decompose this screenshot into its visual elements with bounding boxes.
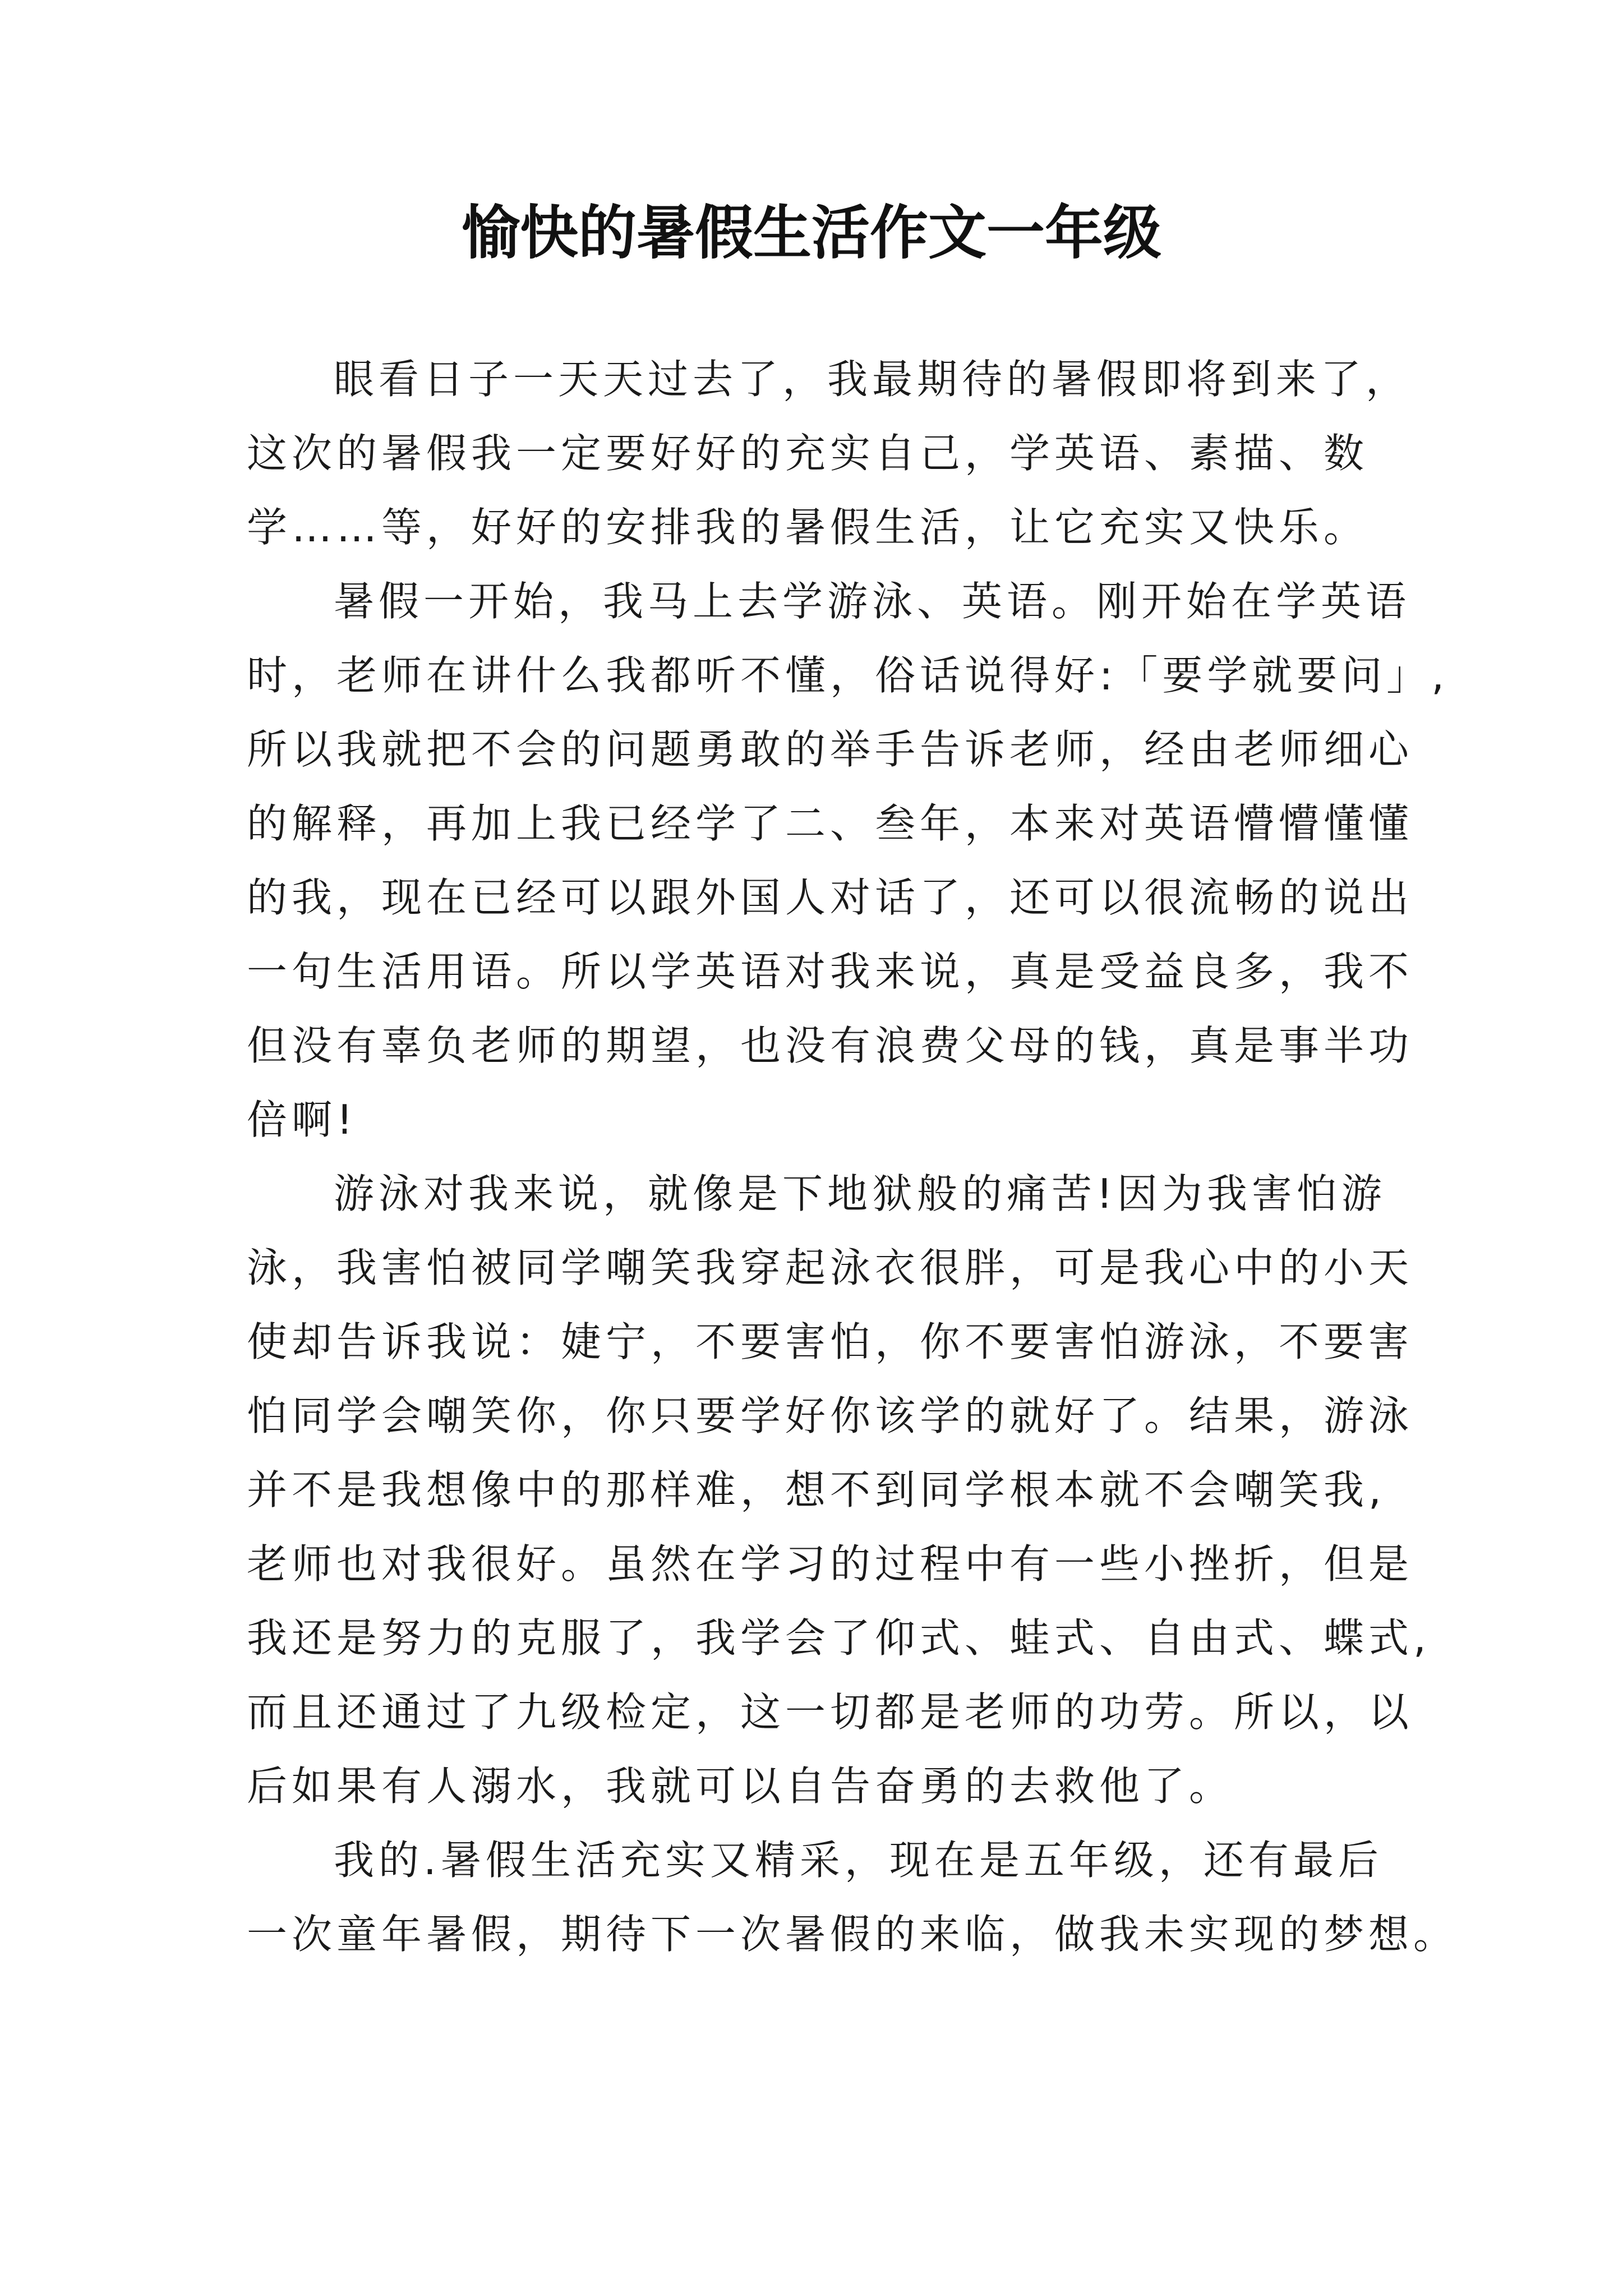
text-line: 时，老师在讲什么我都听不懂，俗话说得好:「要学就要问」,: [247, 652, 1449, 699]
text-line: 所以我就把不会的问题勇敢的举手告诉老师，经由老师细心: [247, 726, 1414, 773]
text-line: 使却告诉我说：婕宁，不要害怕，你不要害怕游泳，不要害: [247, 1318, 1414, 1365]
text-line: 倍啊!: [247, 1096, 357, 1143]
text-line: 而且还通过了九级检定，这一切都是老师的功劳。所以，以: [247, 1688, 1414, 1736]
text-line: 一句生活用语。所以学英语对我来说，真是受益良多，我不: [247, 948, 1414, 995]
text-line: 游泳对我来说，就像是下地狱般的痛苦!因为我害怕游: [334, 1170, 1386, 1217]
text-line: 一次童年暑假，期待下一次暑假的来临，做我未实现的梦想。: [247, 1911, 1459, 1958]
text-line: 的解释，再加上我已经学了二、叁年，本来对英语懵懵懂懂: [247, 800, 1414, 847]
text-line: 的我，现在已经可以跟外国人对话了，还可以很流畅的说出: [247, 874, 1414, 921]
text-line: 我的.暑假生活充实又精采，现在是五年级，还有最后: [334, 1837, 1383, 1884]
document-title: 愉快的暑假生活作文一年级: [461, 198, 1161, 267]
text-line: 眼看日子一天天过去了，我最期待的暑假即将到来了，: [334, 356, 1411, 403]
document-body: [247, 342, 1459, 1971]
text-line: 后如果有人溺水，我就可以自告奋勇的去救他了。: [247, 1763, 1234, 1810]
text-line: 暑假一开始，我马上去学游泳、英语。刚开始在学英语: [334, 578, 1411, 625]
text-line: 老师也对我很好。虽然在学习的过程中有一些小挫折，但是: [247, 1540, 1414, 1588]
text-line: 怕同学会嘲笑你，你只要学好你该学的就好了。结果，游泳: [247, 1392, 1414, 1439]
text-line: 但没有辜负老师的期望，也没有浪费父母的钱，真是事半功: [247, 1022, 1414, 1069]
text-line: 学……等，好好的安排我的暑假生活，让它充实又快乐。: [247, 504, 1369, 551]
text-line: 并不是我想像中的那样难，想不到同学根本就不会嘲笑我,: [247, 1466, 1386, 1513]
text-line: 泳，我害怕被同学嘲笑我穿起泳衣很胖，可是我心中的小天: [247, 1244, 1414, 1291]
text-line: 我还是努力的克服了，我学会了仰式、蛙式、自由式、蝶式,: [247, 1614, 1431, 1662]
text-line: 这次的暑假我一定要好好的充实自己，学英语、素描、数: [247, 430, 1369, 477]
